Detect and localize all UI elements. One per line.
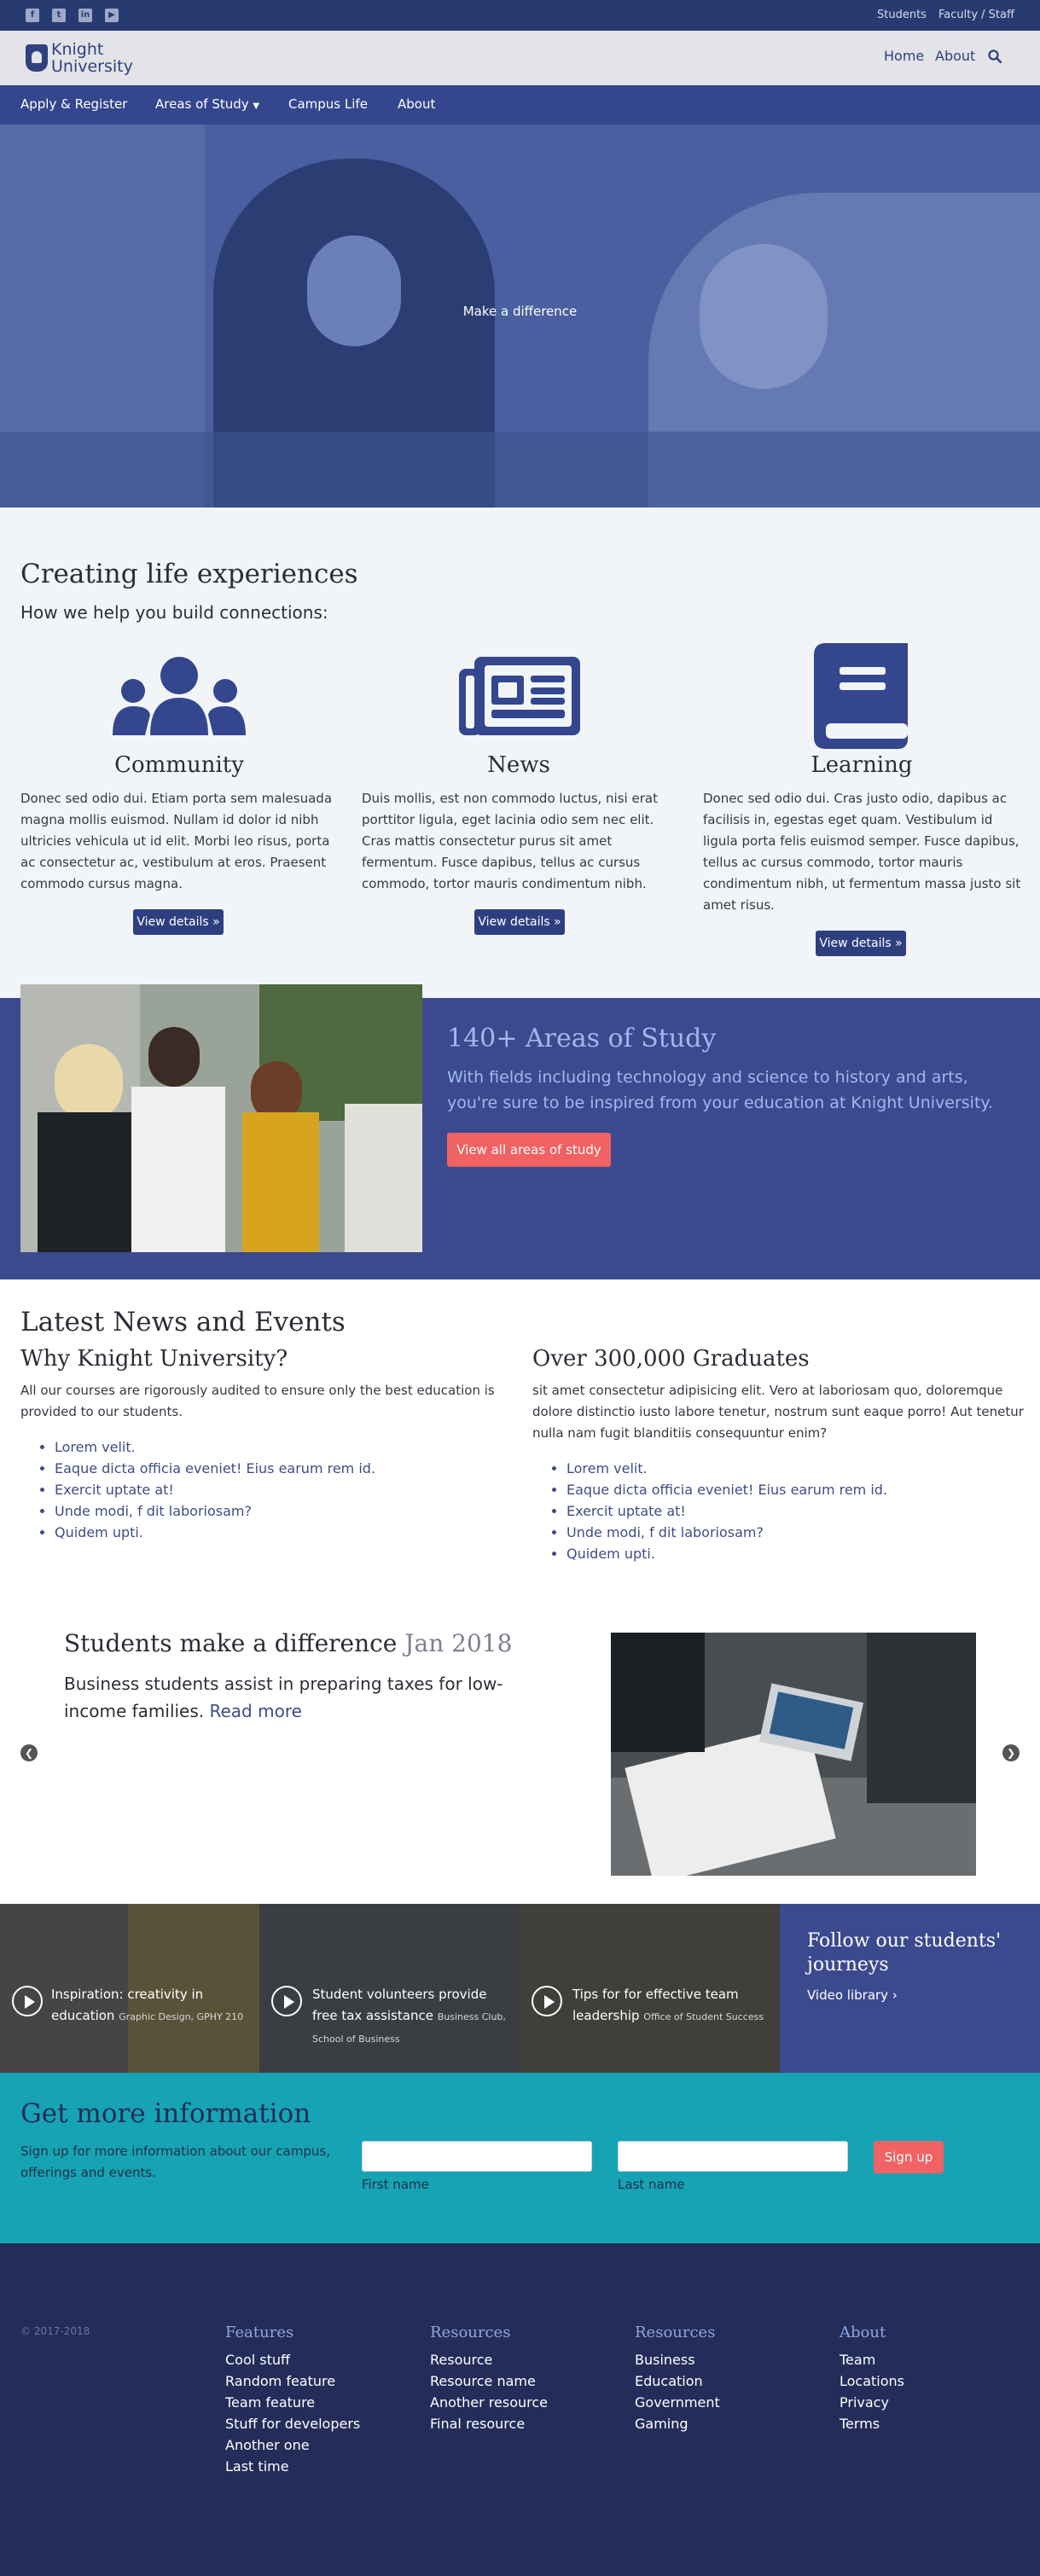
experiences-title: Creating life experiences [20,559,358,589]
about-link[interactable]: About [935,48,976,64]
community-details-button[interactable]: View details » [133,909,224,935]
play-icon[interactable] [271,1986,302,2016]
follow-journeys-panel [780,1904,1040,2073]
footer-features-heading: Features [225,2324,294,2341]
story-next-arrow-icon[interactable]: ❯ [1002,1744,1020,1761]
why-knight-title: Why Knight University? [20,1346,288,1372]
study-title: 140+ Areas of Study [447,1024,717,1053]
users-icon [111,655,247,735]
video-tile-3[interactable] [520,1904,780,2073]
home-link[interactable]: Home [884,48,925,64]
footer-link[interactable]: Gaming [635,2416,688,2432]
facebook-icon[interactable]: f [26,9,39,22]
study-text: With fields including technology and science to history and arts, you're sure to be inspired from your education at Knight University. [447,1068,993,1112]
video-strip [0,1904,1040,2073]
list-item[interactable]: • Exercit uptate at! [55,1479,375,1500]
nav-campus-life[interactable]: Campus Life [288,96,368,112]
hero-carousel[interactable] [0,125,1040,508]
list-item[interactable]: • Lorem velit. [566,1458,887,1479]
faculty-staff-link[interactable]: Faculty / Staff [938,9,1014,21]
story-photo [611,1633,976,1876]
feature-text-learning: Donec sed odio dui. Cras justo odio, dapibus ac facilisis in, egestas eget quam. Vestibulum id ligula porta felis euismod semper. Fusce dapibus, tellus ac cursus commodo, tortor mauris condimentum nibh, ut fermentum massa justo sit amet risus. [703,791,1021,913]
footer-link[interactable]: Stuff for developers [225,2416,361,2432]
story-text-body: Business students assist in preparing taxes for low-income families. [64,1674,503,1721]
list-item[interactable]: • Exercit uptate at! [566,1500,887,1522]
why-knight-text: All our courses are rigorously audited to ensure only the best education is provided to our students. [20,1383,495,1419]
nav-areas-label: Areas of Study [155,96,249,112]
video-title: Tips for for effective team leadership [572,1987,739,2023]
feature-title-learning: Learning [811,752,913,778]
experiences-subtitle: How we help you build connections: [20,602,328,623]
list-item[interactable]: • Quidem upti. [55,1522,375,1543]
last-name-label: Last name [618,2177,685,2192]
video-caption [572,1984,769,2028]
video-meta: Office of Student Success [643,2011,764,2022]
caret-down-icon: ▼ [253,102,260,111]
first-name-input[interactable] [362,2141,592,2172]
video-caption [312,1984,508,2050]
video-title: Inspiration: creativity in education [51,1987,204,2023]
search-icon[interactable] [988,49,1002,63]
list-item[interactable]: • Quidem upti. [566,1543,887,1564]
feature-text-news: Duis mollis, est non commodo luctus, nisi erat porttitor ligula, eget lacinia odio sem nec elit. Cras mattis consectetur purus sit amet fermentum. Fusce dapibus, tellus ac cursus commodo, tortor mauris condimentum nibh. [362,791,658,891]
play-icon[interactable] [532,1986,562,2016]
first-name-label: First name [362,2177,429,2192]
footer-link[interactable]: Cool stuff [225,2352,291,2368]
feature-title-news: News [487,752,550,778]
twitter-icon[interactable]: t [52,9,66,22]
signup-button[interactable]: Sign up [874,2141,944,2173]
news-heading: Latest News and Events [20,1307,346,1337]
list-item[interactable]: • Unde modi, f dit laboriosam? [566,1522,887,1543]
video-library-link[interactable]: Video library › [807,1987,898,2003]
story-text [64,1670,542,1725]
hero-caption: Make a difference [462,304,578,319]
graduates-list [551,1458,887,1564]
list-item[interactable]: • Eaque dicta officia eveniet! Eius earum rem id. [55,1458,375,1479]
video-title: Student volunteers provide free tax assistance [312,1987,487,2023]
linkedin-icon[interactable]: in [78,9,92,22]
video-meta: Business Club, School of Business [312,2011,506,2045]
students-talking-photo [20,984,422,1252]
signup-text: Sign up for more information about our campus, offerings and events. [20,2144,330,2180]
play-icon[interactable] [12,1986,43,2016]
nav-about[interactable]: About [398,96,436,112]
brand-line1: Knight [51,40,104,59]
footer-link[interactable]: Last time [225,2458,289,2474]
footer-link[interactable]: Final resource [430,2416,526,2432]
last-name-input[interactable] [618,2141,848,2172]
footer-resources-heading: Resources [430,2324,511,2341]
story-read-more-link[interactable]: Read more [209,1701,302,1721]
video-caption [51,1984,247,2028]
footer-link[interactable]: Privacy [840,2394,889,2411]
footer-link[interactable]: Team [840,2352,876,2368]
video-meta: Graphic Design, GPHY 210 [119,2011,244,2022]
footer-link[interactable]: Business [635,2352,695,2368]
why-knight-list [39,1436,375,1543]
story-title [64,1629,512,1657]
list-item[interactable]: • Eaque dicta officia eveniet! Eius earum rem id. [566,1479,887,1500]
footer-link[interactable]: Government [635,2394,720,2411]
view-all-areas-button[interactable]: View all areas of study [447,1133,611,1167]
feature-title-community: Community [114,752,244,778]
footer-link[interactable]: Education [635,2373,703,2389]
graduates-title: Over 300,000 Graduates [532,1346,810,1372]
footer-link[interactable]: Locations [840,2373,905,2389]
video-tile-2[interactable] [259,1904,520,2073]
footer-about-heading: About [840,2324,886,2341]
story-date: Jan 2018 [404,1629,513,1657]
footer-link[interactable]: Resource name [430,2373,536,2389]
brand-line2: University [51,57,133,76]
footer-link[interactable]: Random feature [225,2373,336,2389]
students-link[interactable]: Students [877,9,927,21]
list-item[interactable]: • Unde modi, f dit laboriosam? [55,1500,375,1522]
footer-link[interactable]: Terms [840,2416,880,2432]
story-title-text: Students make a difference [64,1629,398,1657]
knight-logo-icon[interactable] [26,44,48,72]
nav-areas-of-study[interactable] [155,96,259,112]
footer-resources-heading-2: Resources [635,2324,716,2341]
footer-link[interactable]: Resource [430,2352,493,2368]
feature-text-community: Donec sed odio dui. Etiam porta sem malesuada magna mollis euismod. Nullam id dolor id nibh ultricies vehicula ut id elit. Morbi leo risus, porta ac consectetur ac, vestibulum at eros. Praesent commodo cursus magna. [20,791,333,891]
news-details-button[interactable]: View details » [474,909,565,935]
video-tile-1[interactable] [0,1904,259,2073]
footer-link[interactable]: Another one [225,2437,310,2453]
signup-title: Get more information [20,2098,311,2129]
youtube-icon[interactable]: ▶ [105,9,119,22]
graduates-text: sit amet consectetur adipisicing elit. Vero at laboriosam quo, doloremque dolore distinctio iusto labore tenetur, nostrum sunt eaque porro! Aut tenetur nulla nam fugit blanditiis consequuntur enim? [532,1383,1024,1441]
footer-link[interactable]: Team feature [225,2394,316,2411]
learning-details-button[interactable]: View details » [816,931,906,956]
footer-link[interactable]: Another resource [430,2394,548,2411]
copyright: © 2017-2018 [20,2325,90,2337]
list-item[interactable]: • Lorem velit. [55,1436,375,1458]
book-icon [814,643,908,749]
story-prev-arrow-icon[interactable]: ❮ [20,1744,38,1761]
follow-title: Follow our students' journeys [807,1930,1002,1976]
newspaper-icon [459,657,580,735]
nav-apply-register[interactable]: Apply & Register [20,96,1040,136]
brand-name[interactable] [51,41,133,75]
